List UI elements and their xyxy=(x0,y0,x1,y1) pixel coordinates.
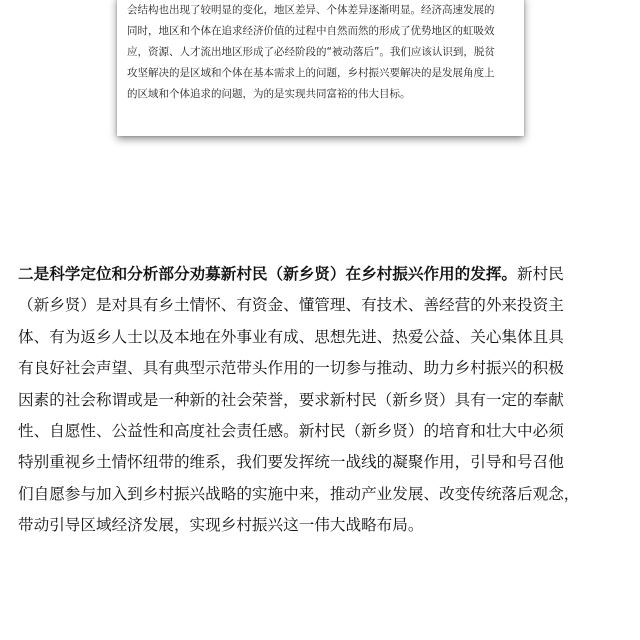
body-line: 体、有为返乡人士以及本地在外事业有成、思想先进、热爱公益、关心集体且具 xyxy=(18,327,564,346)
section-heading: 二是科学定位和分析部分劝募新村民（新乡贤）在乡村振兴作用的发挥。 xyxy=(18,265,518,283)
excerpt-text xyxy=(127,0,515,105)
excerpt-card xyxy=(117,0,524,136)
body-line: 特别重视乡土情怀纽带的维系，我们要发挥统一战线的凝聚作用，引导和号召他 xyxy=(18,453,564,472)
body-line: 因素的社会称谓或是一种新的社会荣誉，要求新村民（新乡贤）具有一定的奉献 xyxy=(18,390,564,409)
body-line: （新乡贤）是对具有乡土情怀、有资金、懂管理、有技术、善经营的外来投资主 xyxy=(18,296,564,315)
excerpt-line: 应，资源、人才流出地区形成了必经阶段的“被动落后”。我们应该认识到，脱贫 xyxy=(127,46,495,58)
body-line: 带动引导区域经济发展，实现乡村振兴这一伟大战略布局。 xyxy=(18,516,424,535)
body-line: 性、自愿性、公益性和高度社会责任感。新村民（新乡贤）的培育和壮大中必须 xyxy=(18,422,564,441)
excerpt-line: 攻坚解决的是区域和个体在基本需求上的问题，乡村振兴要解决的是发展角度上 xyxy=(127,67,495,79)
excerpt-line: 的区域和个体追求的问题，为的是实现共同富裕的伟大目标。 xyxy=(127,88,411,100)
body-text-run: 新村民 xyxy=(517,265,564,283)
body-paragraph xyxy=(18,259,628,542)
body-line-first xyxy=(18,259,628,290)
excerpt-line: 同时，地区和个体在追求经济价值的过程中自然而然的形成了优势地区的虹吸效 xyxy=(127,25,495,37)
excerpt-line: 会结构也出现了较明显的变化，地区差异、个体差异逐渐明显。经济高速发展的 xyxy=(127,4,495,16)
body-line: 有良好社会声望、具有典型示范带头作用的一切参与推动、助力乡村振兴的积极 xyxy=(18,359,564,378)
body-line: 们自愿参与加入到乡村振兴战略的实施中来，推动产业发展、改变传统落后观念， xyxy=(18,484,580,503)
